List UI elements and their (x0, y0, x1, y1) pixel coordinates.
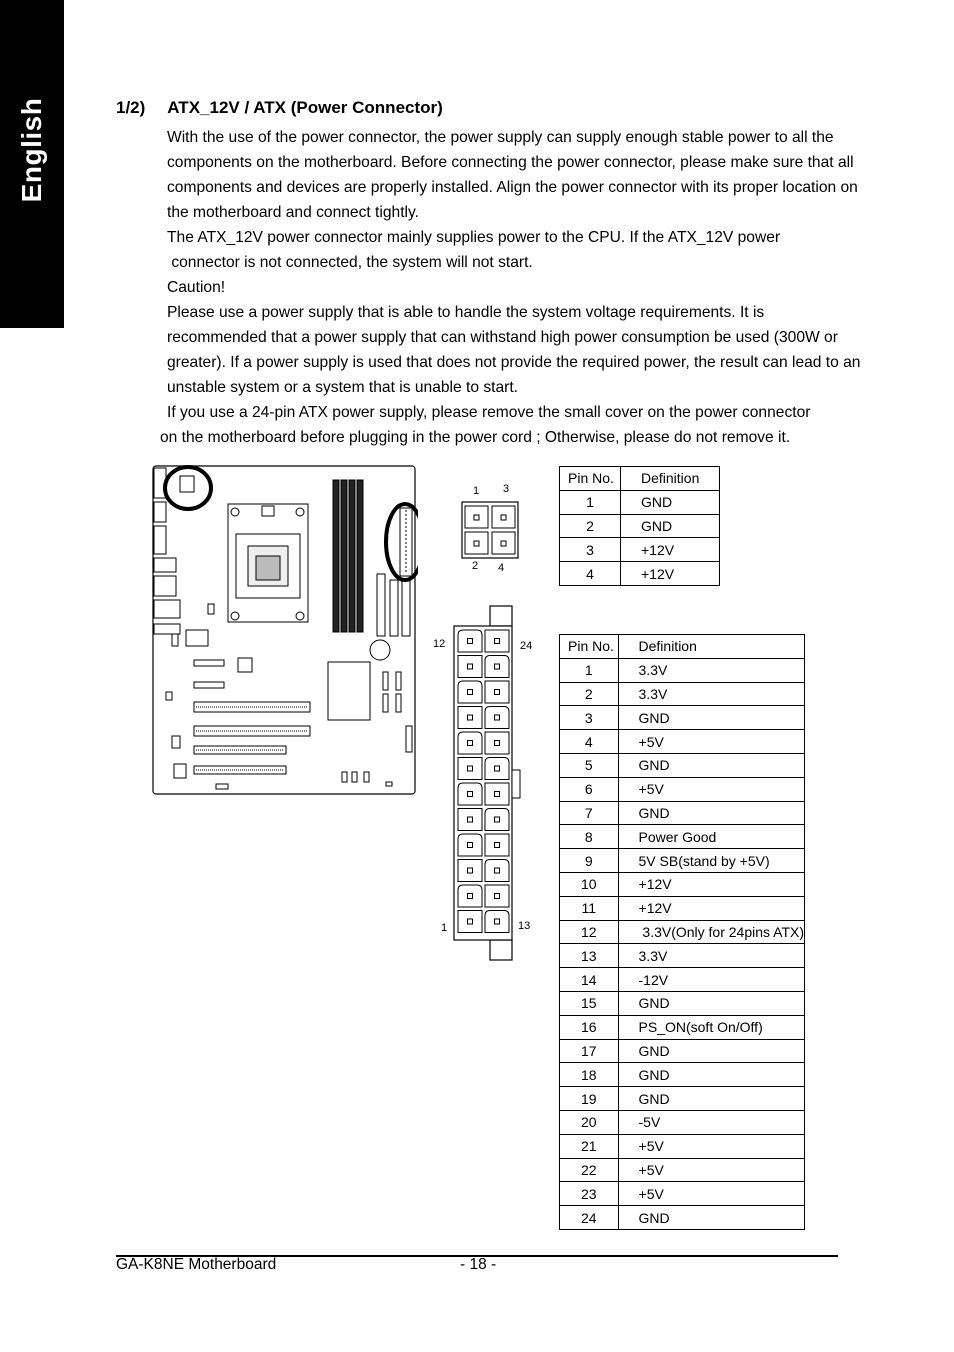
table-row (560, 682, 805, 706)
text-line: connector is not connected, the system will not start. (167, 254, 533, 271)
pin-definition-cell: GND (618, 1206, 804, 1230)
pin-number-cell: 2 (560, 682, 619, 706)
table-row (560, 1063, 805, 1087)
atx-pin-table (559, 634, 805, 1230)
connector-pin-contact (495, 741, 500, 746)
connector-pin-contact (495, 868, 500, 873)
atx24-connector-diagram (428, 604, 546, 964)
pin-number-cell: 1 (560, 490, 621, 514)
motherboard-layout-diagram (150, 464, 418, 798)
table-row (560, 1158, 805, 1182)
connector-pin-contact (495, 715, 500, 720)
pin-label-3: 3 (503, 483, 510, 495)
pin-definition-cell: GND (621, 514, 720, 538)
pin-number-cell: 12 (560, 920, 619, 944)
pin-number-cell: 17 (560, 1039, 619, 1063)
pin-definition-cell: +5V (618, 730, 804, 754)
footer-model-name: GA-K8NE Motherboard (116, 1256, 277, 1273)
connector-pin-contact (495, 664, 500, 669)
pin-number-cell: 22 (560, 1158, 619, 1182)
pin-definition-cell: GND (618, 753, 804, 777)
connector-pin-contact (468, 741, 473, 746)
table-row (560, 944, 805, 968)
pin-definition-cell: 3.3V (618, 944, 804, 968)
pin-number-cell: 2 (560, 514, 621, 538)
connector-pin-contact (495, 766, 500, 771)
pin-number-cell: 23 (560, 1182, 619, 1206)
text-line: recommended that a power supply that can withstand high power consumption be used (300W or (167, 329, 838, 346)
pin-number-cell: 13 (560, 944, 619, 968)
connector-pin-contact (495, 843, 500, 848)
pin-definition-cell: GND (621, 490, 720, 514)
pin-definition-cell: GND (618, 1063, 804, 1087)
side-tab-label: English (16, 97, 47, 203)
header-pin-no: Pin No. (560, 467, 621, 491)
table-row (560, 825, 805, 849)
atx12v-pin-table (559, 466, 720, 586)
table-row (560, 849, 805, 873)
table-row (560, 1134, 805, 1158)
pin-definition-cell: +12V (618, 896, 804, 920)
table-row (560, 801, 805, 825)
table-row (560, 1087, 805, 1111)
connector-pin-contact (468, 843, 473, 848)
connector-pin-contact (468, 919, 473, 924)
connector-pin-contact (495, 690, 500, 695)
table-row (560, 872, 805, 896)
table-row (560, 538, 720, 562)
header-pin-no: Pin No. (560, 635, 619, 659)
connector-pin-contact (468, 715, 473, 720)
pin-definition-cell: -5V (618, 1110, 804, 1134)
table-row (560, 777, 805, 801)
connector-pin-contact (468, 894, 473, 899)
pin-number-cell: 18 (560, 1063, 619, 1087)
pin-label-1: 1 (441, 922, 448, 934)
pin-definition-cell: GND (618, 801, 804, 825)
pin-definition-cell: 5V SB(stand by +5V) (618, 849, 804, 873)
table-row (560, 730, 805, 754)
pin-definition-cell: 3.3V (618, 658, 804, 682)
pin-definition-cell: +5V (618, 1134, 804, 1158)
table-row (560, 562, 720, 586)
connector-pin-contact (468, 639, 473, 644)
section-number: 1/2) (116, 98, 146, 117)
text-line: Please use a power supply that is able to handle the system voltage requirements. It is (167, 304, 765, 321)
pin-label-2: 2 (472, 560, 479, 572)
pin-number-cell: 21 (560, 1134, 619, 1158)
pin-definition-cell: GND (618, 991, 804, 1015)
pin-number-cell: 7 (560, 801, 619, 825)
pin-number-cell: 6 (560, 777, 619, 801)
pin-number-cell: 19 (560, 1087, 619, 1111)
table-header-row (560, 635, 805, 659)
pin-definition-cell: +12V (621, 538, 720, 562)
table-row (560, 490, 720, 514)
language-side-tab (0, 0, 64, 328)
pin-number-cell: 10 (560, 872, 619, 896)
pin-definition-cell: GND (618, 706, 804, 730)
pin-definition-cell: +5V (618, 1158, 804, 1182)
connector-pin-contact (468, 868, 473, 873)
text-line: on the motherboard before plugging in the power cord ; Otherwise, please do not remove it. (160, 429, 791, 446)
pin-number-cell: 3 (560, 706, 619, 730)
pin-number-cell: 1 (560, 658, 619, 682)
pin-number-cell: 24 (560, 1206, 619, 1230)
connector-pin-contact (495, 919, 500, 924)
text-line: the motherboard and connect tightly. (167, 204, 419, 221)
pin-definition-cell: +5V (618, 1182, 804, 1206)
pin-definition-cell: GND (618, 1087, 804, 1111)
connector-pin-contact (468, 690, 473, 695)
pin-number-cell: 4 (560, 562, 621, 586)
paragraph-atx12v (167, 225, 847, 275)
text-line: With the use of the power connector, the power supply can supply enough stable power to all the (167, 129, 834, 146)
table-row (560, 896, 805, 920)
table-row (560, 753, 805, 777)
pin-definition-cell: GND (618, 1039, 804, 1063)
pin-number-cell: 8 (560, 825, 619, 849)
pin-definition-cell: +5V (618, 777, 804, 801)
table-row (560, 1110, 805, 1134)
text-line: The ATX_12V power connector mainly supplies power to the CPU. If the ATX_12V power (167, 229, 781, 246)
header-definition: Definition (621, 467, 720, 491)
connector-pin-contact (495, 894, 500, 899)
connector-pin-contact (495, 639, 500, 644)
paragraph-caution (167, 300, 861, 400)
text-line: components on the motherboard. Before connecting the power connector, please make sure that all (167, 154, 854, 171)
table-row (560, 1015, 805, 1039)
pin-number-cell: 14 (560, 968, 619, 992)
table-row (560, 706, 805, 730)
pin-definition-cell: 3.3V(Only for 24pins ATX) (618, 920, 804, 944)
pin-definition-cell: Power Good (618, 825, 804, 849)
table-row (560, 1206, 805, 1230)
pin-definition-cell: +12V (621, 562, 720, 586)
table-row (560, 514, 720, 538)
section-title: ATX_12V / ATX (Power Connector) (167, 98, 443, 117)
connector-pin-contact (468, 766, 473, 771)
pin-number-cell: 5 (560, 753, 619, 777)
table-row (560, 1182, 805, 1206)
table-header-row (560, 467, 720, 491)
atx12v-connector-diagram (455, 478, 525, 578)
pin-number-cell: 9 (560, 849, 619, 873)
connector-pin-contact (468, 817, 473, 822)
connector-pin-contact (468, 792, 473, 797)
table-row (560, 1039, 805, 1063)
pin-definition-cell: -12V (618, 968, 804, 992)
connector-pin-contact (495, 792, 500, 797)
pin-label-24: 24 (520, 640, 533, 652)
table-row (560, 968, 805, 992)
text-line: greater). If a power supply is used that does not provide the required power, the result can lead to an (167, 354, 861, 371)
pin-label-13: 13 (518, 920, 531, 932)
pin-number-cell: 15 (560, 991, 619, 1015)
paragraph-24pin (160, 400, 847, 450)
pin-definition-cell: +12V (618, 872, 804, 896)
pin-number-cell: 3 (560, 538, 621, 562)
pin-number-cell: 11 (560, 896, 619, 920)
pin-definition-cell: 3.3V (618, 682, 804, 706)
pin-number-cell: 16 (560, 1015, 619, 1039)
connector-pin-contact (468, 664, 473, 669)
header-definition: Definition (618, 635, 804, 659)
pin-definition-cell: PS_ON(soft On/Off) (618, 1015, 804, 1039)
section-heading (116, 98, 443, 118)
paragraph-intro (167, 125, 858, 225)
pin-label-12: 12 (433, 638, 446, 650)
pin-number-cell: 4 (560, 730, 619, 754)
text-line: If you use a 24-pin ATX power supply, please remove the small cover on the power connector (167, 404, 811, 421)
pin-label-4: 4 (498, 562, 505, 574)
table-row (560, 991, 805, 1015)
pin-number-cell: 20 (560, 1110, 619, 1134)
connector-pin-contact (495, 817, 500, 822)
footer-page-number: - 18 - (460, 1256, 497, 1273)
pin-label-1: 1 (473, 485, 480, 497)
text-line: components and devices are properly installed. Align the power connector with its proper location on (167, 179, 858, 196)
text-line: unstable system or a system that is unable to start. (167, 379, 519, 396)
caution-label (167, 275, 847, 300)
table-row (560, 658, 805, 682)
table-row (560, 920, 805, 944)
text-line: Caution! (167, 279, 226, 296)
